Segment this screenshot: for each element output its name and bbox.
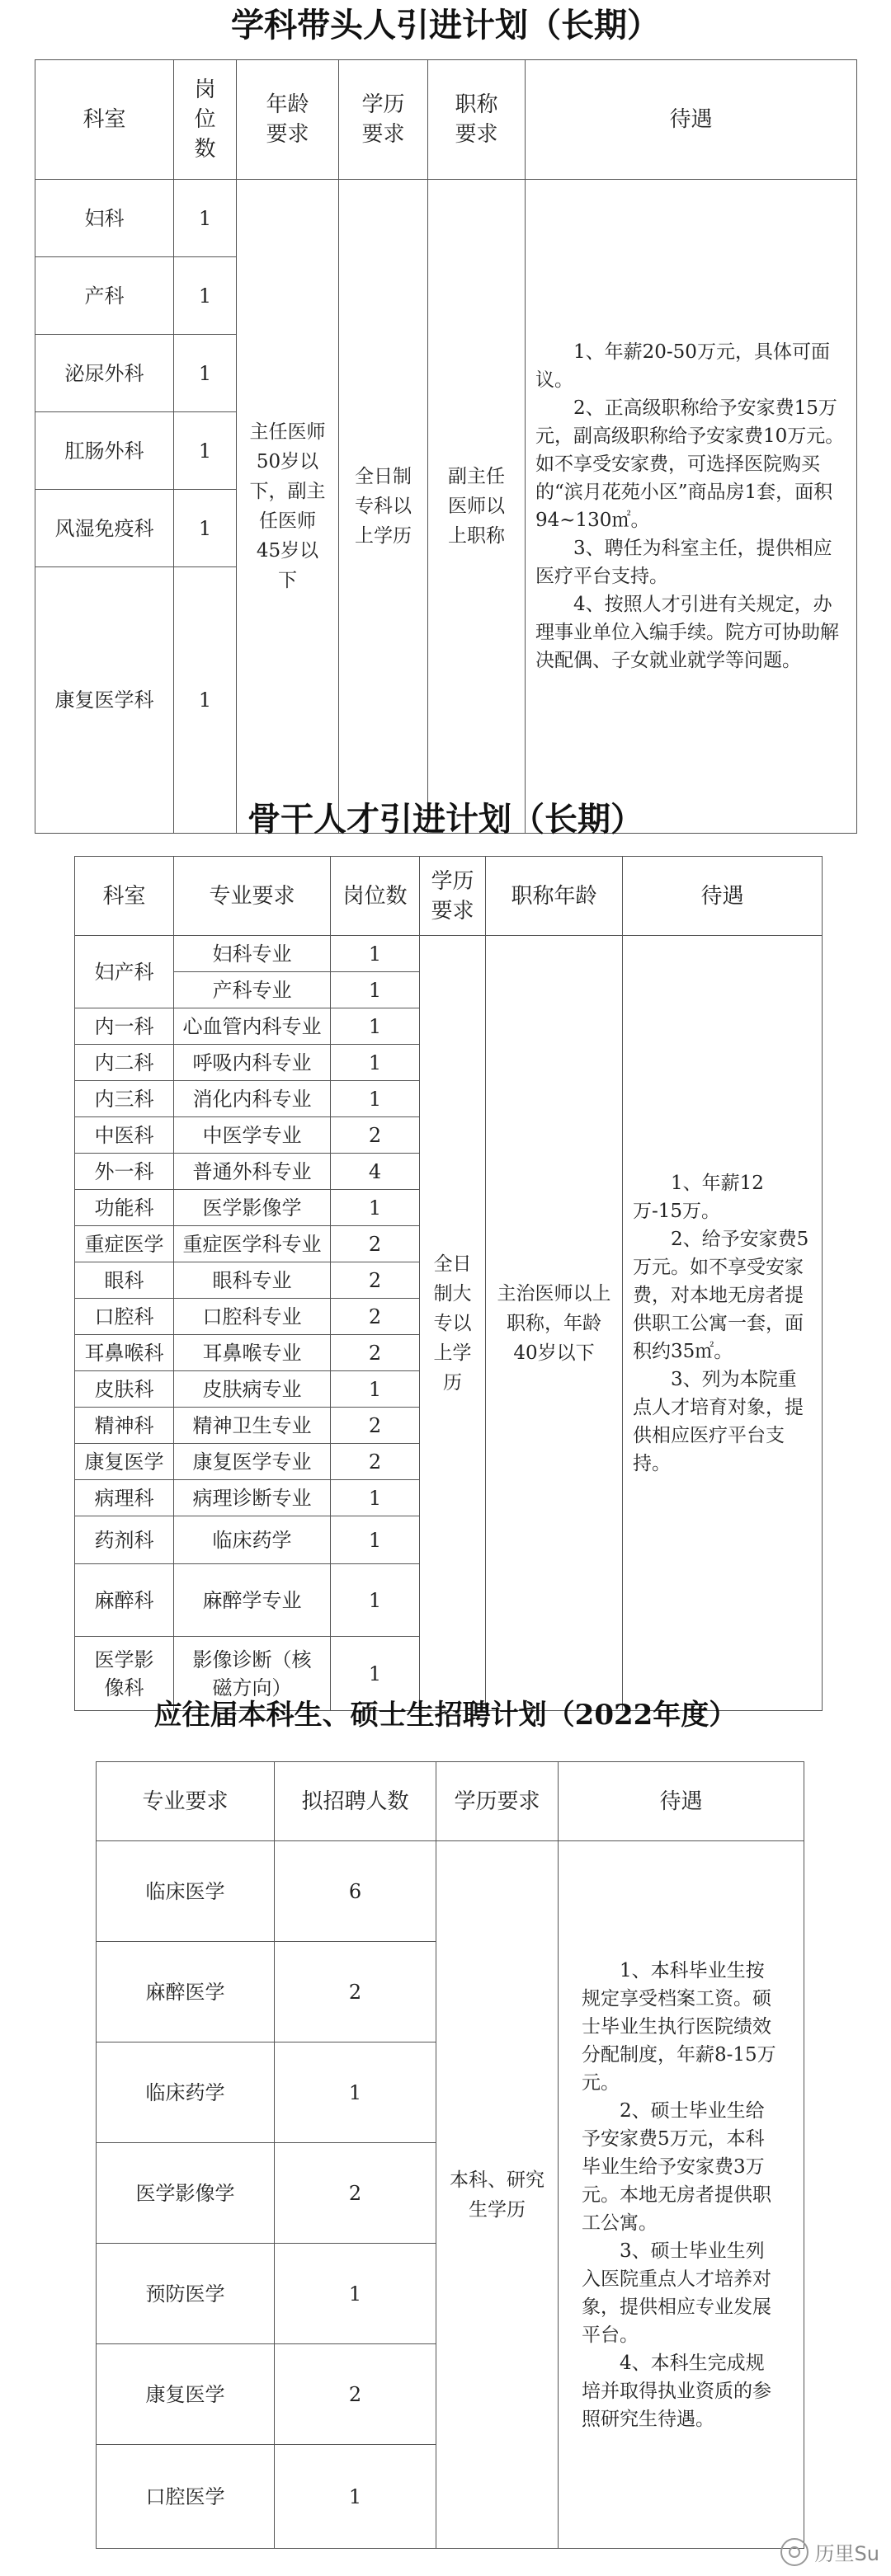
dept-cell: 外一科 bbox=[75, 1154, 174, 1190]
major-cell: 中医学专业 bbox=[174, 1117, 331, 1154]
watermark bbox=[780, 2537, 879, 2566]
posts-cell: 1 bbox=[174, 490, 237, 567]
table-row bbox=[75, 936, 823, 972]
section1-table bbox=[35, 59, 857, 834]
dept-cell: 皮肤科 bbox=[75, 1371, 174, 1408]
major-cell: 心血管内科专业 bbox=[174, 1008, 331, 1045]
dept-cell: 内二科 bbox=[75, 1045, 174, 1081]
posts-cell: 1 bbox=[331, 936, 420, 972]
dept-cell: 泌尿外科 bbox=[35, 335, 174, 412]
header-age: 年龄要求 bbox=[237, 60, 339, 180]
dept-cell: 康复医学科 bbox=[35, 567, 174, 834]
benefit-item: 1、本科毕业生按规定享受档案工资。硕士毕业生执行医院绩效分配制度，年薪8-15万元。 bbox=[582, 1959, 776, 2094]
major-cell: 临床医学 bbox=[97, 1841, 275, 1942]
count-cell: 2 bbox=[275, 2344, 436, 2445]
benefit-item: 2、给予安家费5万元。如不享受安家费，对本地无房者提供职工公寓一套，面积约35㎡。 bbox=[633, 1228, 809, 1362]
count-cell: 1 bbox=[275, 2244, 436, 2344]
header-dept: 科室 bbox=[75, 857, 174, 936]
count-cell: 1 bbox=[275, 2042, 436, 2143]
dept-cell: 眼科 bbox=[75, 1262, 174, 1299]
posts-cell: 1 bbox=[331, 1008, 420, 1045]
section1-title: 学科带头人引进计划（长期） bbox=[231, 6, 660, 45]
header-count: 拟招聘人数 bbox=[275, 1762, 436, 1841]
benefit-item: 3、列为本院重点人才培育对象，提供相应医疗平台支持。 bbox=[633, 1368, 804, 1474]
header-benefit: 待遇 bbox=[559, 1762, 804, 1841]
dept-cell: 康复医学 bbox=[75, 1444, 174, 1480]
posts-cell: 1 bbox=[174, 567, 237, 834]
benefit-item: 4、本科生完成规培并取得执业资质的参照研究生待遇。 bbox=[582, 2352, 771, 2430]
section3-table bbox=[96, 1761, 804, 2549]
major-cell: 康复医学专业 bbox=[174, 1444, 331, 1480]
posts-cell: 1 bbox=[331, 972, 420, 1008]
major-cell: 呼吸内科专业 bbox=[174, 1045, 331, 1081]
major-cell: 影像诊断（核磁方向） bbox=[174, 1637, 331, 1711]
major-cell: 普通外科专业 bbox=[174, 1154, 331, 1190]
posts-cell: 1 bbox=[331, 1516, 420, 1564]
posts-cell: 1 bbox=[331, 1564, 420, 1637]
header-major: 专业要求 bbox=[174, 857, 331, 936]
age-requirement: 主任医师50岁以下，副主任医师45岁以下 bbox=[237, 180, 339, 834]
benefit-item: 1、年薪20-50万元，具体可面议。 bbox=[535, 341, 830, 391]
benefit-item: 3、硕士毕业生列入医院重点人才培养对象，提供相应专业发展平台。 bbox=[582, 2240, 771, 2346]
watermark-text: 历里Su bbox=[814, 2542, 879, 2565]
benefit-item: 2、硕士毕业生给予安家费5万元，本科毕业生给予安家费3万元。本地无房者提供职工公寓。 bbox=[582, 2099, 771, 2234]
table-row bbox=[35, 180, 857, 257]
header-edu: 学历要求 bbox=[436, 1762, 559, 1841]
posts-cell: 1 bbox=[331, 1045, 420, 1081]
dept-cell: 妇产科 bbox=[75, 936, 174, 1008]
major-cell: 麻醉医学 bbox=[97, 1942, 275, 2042]
posts-cell: 4 bbox=[331, 1154, 420, 1190]
count-cell: 1 bbox=[275, 2445, 436, 2549]
major-cell: 病理诊断专业 bbox=[174, 1480, 331, 1516]
count-cell: 2 bbox=[275, 2143, 436, 2244]
major-cell: 口腔医学 bbox=[97, 2445, 275, 2549]
major-cell: 消化内科专业 bbox=[174, 1081, 331, 1117]
benefit-item: 4、按照人才引进有关规定，办理事业单位入编手续。院方可协助解决配偶、子女就业就学等问题。 bbox=[535, 594, 839, 671]
dept-cell: 医学影像科 bbox=[75, 1637, 174, 1711]
posts-cell: 1 bbox=[331, 1480, 420, 1516]
major-cell: 耳鼻喉专业 bbox=[174, 1335, 331, 1371]
posts-cell: 2 bbox=[331, 1226, 420, 1262]
benefit-item: 2、正高级职称给予安家费15万元，副高级职称给予安家费10万元。如不享受安家费，可选择医院购买的“滨月花苑小区”商品房1套，面积94~130㎡。 bbox=[535, 397, 845, 531]
dept-cell: 病理科 bbox=[75, 1480, 174, 1516]
major-cell: 妇科专业 bbox=[174, 936, 331, 972]
rank-requirement: 副主任医师以上职称 bbox=[428, 180, 526, 834]
header-edu: 学历要求 bbox=[339, 60, 428, 180]
benefit-text bbox=[559, 1841, 804, 2549]
posts-cell: 1 bbox=[331, 1190, 420, 1226]
posts-cell: 2 bbox=[331, 1299, 420, 1335]
major-cell: 康复医学 bbox=[97, 2344, 275, 2445]
posts-cell: 2 bbox=[331, 1262, 420, 1299]
posts-cell: 1 bbox=[174, 335, 237, 412]
major-cell: 临床药学 bbox=[97, 2042, 275, 2143]
posts-cell: 1 bbox=[331, 1371, 420, 1408]
edu-requirement: 全日制大专以上学历 bbox=[420, 936, 486, 1711]
posts-cell: 1 bbox=[331, 1081, 420, 1117]
dept-cell: 内一科 bbox=[75, 1008, 174, 1045]
major-cell: 麻醉学专业 bbox=[174, 1564, 331, 1637]
major-cell: 医学影像学 bbox=[174, 1190, 331, 1226]
benefit-text bbox=[526, 180, 857, 834]
header-benefit: 待遇 bbox=[526, 60, 857, 180]
dept-cell: 肛肠外科 bbox=[35, 412, 174, 490]
header-rank: 职称年龄 bbox=[486, 857, 623, 936]
dept-cell: 内三科 bbox=[75, 1081, 174, 1117]
posts-cell: 1 bbox=[174, 180, 237, 257]
section1-header-row bbox=[35, 60, 857, 180]
major-cell: 口腔科专业 bbox=[174, 1299, 331, 1335]
posts-cell: 2 bbox=[331, 1408, 420, 1444]
major-cell: 医学影像学 bbox=[97, 2143, 275, 2244]
section2-title: 骨干人才引进计划（长期） bbox=[248, 800, 644, 839]
count-cell: 6 bbox=[275, 1841, 436, 1942]
edu-requirement: 本科、研究生学历 bbox=[436, 1841, 559, 2549]
header-posts: 岗位数 bbox=[174, 60, 237, 180]
benefit-item: 3、聘任为科室主任，提供相应医疗平台支持。 bbox=[535, 538, 832, 587]
rank-age-requirement: 主治医师以上职称，年龄40岁以下 bbox=[486, 936, 623, 1711]
posts-cell: 2 bbox=[331, 1117, 420, 1154]
posts-cell: 2 bbox=[331, 1444, 420, 1480]
header-rank: 职称要求 bbox=[428, 60, 526, 180]
dept-cell: 中医科 bbox=[75, 1117, 174, 1154]
dept-cell: 重症医学 bbox=[75, 1226, 174, 1262]
section3-header-row bbox=[97, 1762, 804, 1841]
dept-cell: 风湿免疫科 bbox=[35, 490, 174, 567]
section2-header-row bbox=[75, 857, 823, 936]
dept-cell: 药剂科 bbox=[75, 1516, 174, 1564]
header-posts: 岗位数 bbox=[331, 857, 420, 936]
posts-cell: 1 bbox=[331, 1637, 420, 1711]
major-cell: 重症医学科专业 bbox=[174, 1226, 331, 1262]
header-edu: 学历要求 bbox=[420, 857, 486, 936]
section2-table bbox=[74, 856, 823, 1711]
dept-cell: 妇科 bbox=[35, 180, 174, 257]
header-dept: 科室 bbox=[35, 60, 174, 180]
section3-title: 应往届本科生、硕士生招聘计划（2022年度） bbox=[153, 1699, 738, 1732]
dept-cell: 功能科 bbox=[75, 1190, 174, 1226]
table-row bbox=[97, 1841, 804, 1942]
major-cell: 预防医学 bbox=[97, 2244, 275, 2344]
header-benefit: 待遇 bbox=[623, 857, 823, 936]
posts-cell: 1 bbox=[174, 257, 237, 335]
major-cell: 临床药学 bbox=[174, 1516, 331, 1564]
count-cell: 2 bbox=[275, 1942, 436, 2042]
dept-cell: 口腔科 bbox=[75, 1299, 174, 1335]
dept-cell: 产科 bbox=[35, 257, 174, 335]
dept-cell: 麻醉科 bbox=[75, 1564, 174, 1637]
posts-cell: 1 bbox=[174, 412, 237, 490]
major-cell: 眼科专业 bbox=[174, 1262, 331, 1299]
posts-cell: 2 bbox=[331, 1335, 420, 1371]
wechat-icon bbox=[780, 2538, 808, 2566]
benefit-item: 1、年薪12万-15万。 bbox=[633, 1172, 764, 1222]
benefit-text bbox=[623, 936, 823, 1711]
header-major: 专业要求 bbox=[97, 1762, 275, 1841]
dept-cell: 耳鼻喉科 bbox=[75, 1335, 174, 1371]
dept-cell: 精神科 bbox=[75, 1408, 174, 1444]
major-cell: 皮肤病专业 bbox=[174, 1371, 331, 1408]
major-cell: 产科专业 bbox=[174, 972, 331, 1008]
edu-requirement: 全日制专科以上学历 bbox=[339, 180, 428, 834]
major-cell: 精神卫生专业 bbox=[174, 1408, 331, 1444]
